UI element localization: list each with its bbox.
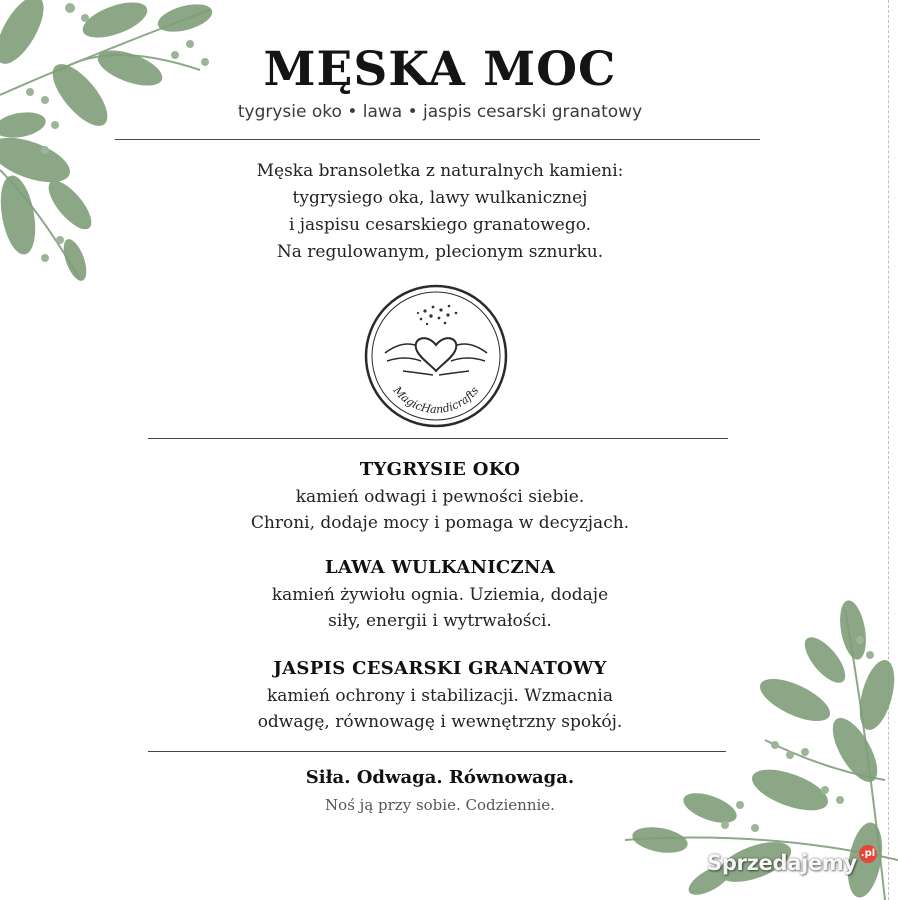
stone-description-line: odwagę, równowagę i wewnętrzny spokój. — [257, 712, 623, 732]
intro-line: tygrysiego oka, lawy wulkanicznej — [292, 188, 588, 208]
stone-description-line: kamień ochrony i stabilizacji. Wzmacnia — [266, 686, 613, 706]
intro-line: i jaspisu cesarskiego granatowego. — [288, 215, 592, 235]
stones-subtitle: tygrysie oko • lawa • jaspis cesarski granatowy — [237, 102, 643, 122]
tagline: Siła. Odwaga. Równowaga. — [305, 767, 575, 788]
intro-line: Męska bransoletka z naturalnych kamieni: — [256, 161, 624, 181]
watermark-text: Sprzedajemy — [707, 851, 857, 875]
stone-description-line: kamień odwagi i pewności siebie. — [295, 487, 585, 507]
stone-title: TYGRYSIE OKO — [359, 459, 521, 480]
divider-middle — [148, 438, 728, 439]
heart-hands-icon — [363, 283, 509, 429]
intro-line: Na regulowanym, plecionym sznurku. — [276, 242, 604, 262]
stone-section-lava — [150, 557, 730, 634]
brand-name: MagicHandicrafts — [390, 383, 482, 416]
tagline-subline: Noś ją przy sobie. Codziennie. — [325, 796, 555, 814]
stone-section-tiger-eye — [150, 459, 730, 536]
watermark-badge: .pl — [859, 845, 877, 863]
divider-top — [115, 139, 760, 140]
intro-description — [160, 158, 720, 266]
stone-description-line: kamień żywiołu ognia. Uziemia, dodaje — [271, 585, 609, 605]
product-title: MĘSKA MOC — [263, 42, 617, 97]
divider-bottom — [148, 751, 726, 752]
stone-title: LAWA WULKANICZNA — [324, 557, 556, 578]
stone-description-line: Chroni, dodaje mocy i pomaga w decyzjach. — [250, 513, 630, 533]
stone-title: JASPIS CESARSKI GRANATOWY — [273, 658, 607, 679]
stone-section-jasper — [150, 658, 730, 735]
stone-description-line: siły, energii i wytrwałości. — [328, 611, 552, 631]
